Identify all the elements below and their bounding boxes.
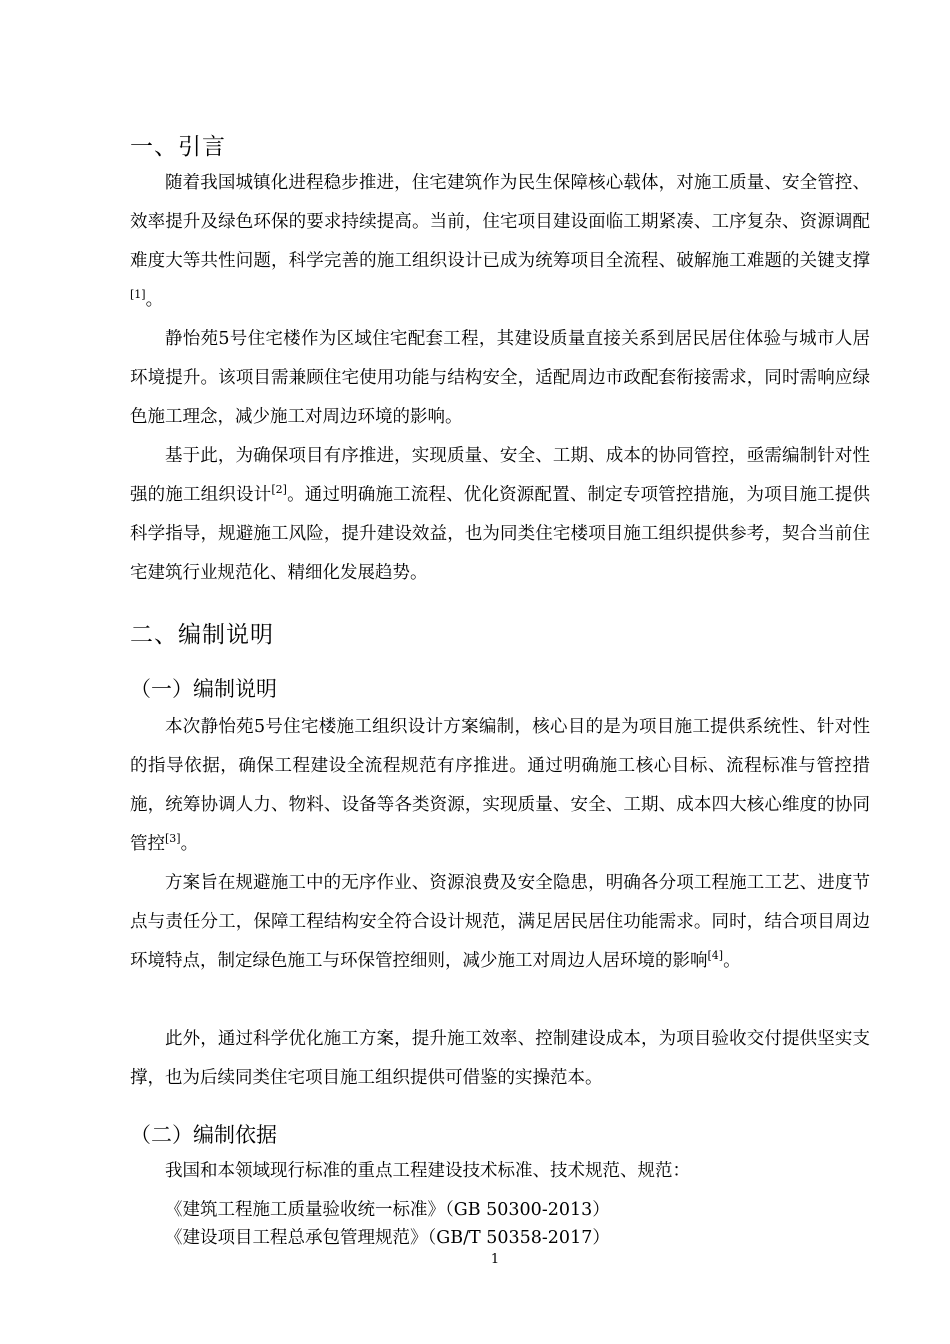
paragraph: 随着我国城镇化进程稳步推进，住宅建筑作为民生保障核心载体，对施工质量、安全管控、效率提升及绿色环保的要求持续提高。当前，住宅项目建设面临工期紧凑、工序复杂、资源调配难度大等共性问题，科学完善的施工组织设计已成为统筹项目全流程、破解施工难题的关键支撑[1]。 bbox=[130, 173, 870, 310]
reference-standard: 《建设项目工程总承包管理规范》（GB/T 50358-2017） bbox=[165, 1228, 610, 1248]
reference-standard: 《建筑工程施工质量验收统一标准》（GB 50300-2013） bbox=[165, 1200, 610, 1220]
citation: [1] bbox=[130, 288, 146, 302]
section-heading-compilation: 二、编制说明 bbox=[130, 622, 274, 648]
citation: [2] bbox=[271, 483, 287, 497]
section-heading-introduction: 一、引言 bbox=[130, 134, 226, 160]
citation: [4] bbox=[707, 949, 724, 963]
paragraph: 此外，通过科学优化施工方案，提升施工效率、控制建设成本，为项目验收交付提供坚实支撑，也为后续同类住宅项目施工组织提供可借鉴的实操范本。 bbox=[130, 1029, 870, 1088]
paragraph: 我国和本领域现行标准的重点工程建设技术标准、技术规范、规范： bbox=[165, 1161, 690, 1181]
subsection-heading-compilation-basis: （二）编制依据 bbox=[130, 1123, 277, 1147]
paragraph: 本次静怡苑5号住宅楼施工组织设计方案编制，核心目的是为项目施工提供系统性、针对性的指导依据，确保工程建设全流程规范有序推进。通过明确施工核心目标、流程标准与管控措施，统筹协调人力、物料、设备等各类资源，实现质量、安全、工期、成本四大核心维度的协同管控[3]。 bbox=[130, 717, 870, 854]
paragraph: 方案旨在规避施工中的无序作业、资源浪费及安全隐患，明确各分项工程施工工艺、进度节点与责任分工，保障工程结构安全符合设计规范，满足居民居住功能需求。同时，结合项目周边环境特点，制定绿色施工与环保管控细则，减少施工对周边人居环境的影响[4]。 bbox=[130, 873, 870, 971]
subsection-heading-compilation-notes: （一）编制说明 bbox=[130, 677, 277, 701]
paragraph: 静怡苑5号住宅楼作为区域住宅配套工程，其建设质量直接关系到居民居住体验与城市人居环境提升。该项目需兼顾住宅使用功能与结构安全，适配周边市政配套衔接需求，同时需响应绿色施工理念，减少施工对周边环境的影响。 bbox=[130, 329, 870, 427]
citation: [3] bbox=[165, 832, 181, 846]
paragraph: 基于此，为确保项目有序推进，实现质量、安全、工期、成本的协同管控，亟需编制针对性强的施工组织设计[2]。通过明确施工流程、优化资源配置、制定专项管控措施，为项目施工提供科学指导，规避施工风险，提升建设效益，也为同类住宅楼项目施工组织提供参考，契合当前住宅建筑行业规范化、精细化发展趋势。 bbox=[130, 446, 871, 583]
page-number: 1 bbox=[490, 1252, 500, 1267]
